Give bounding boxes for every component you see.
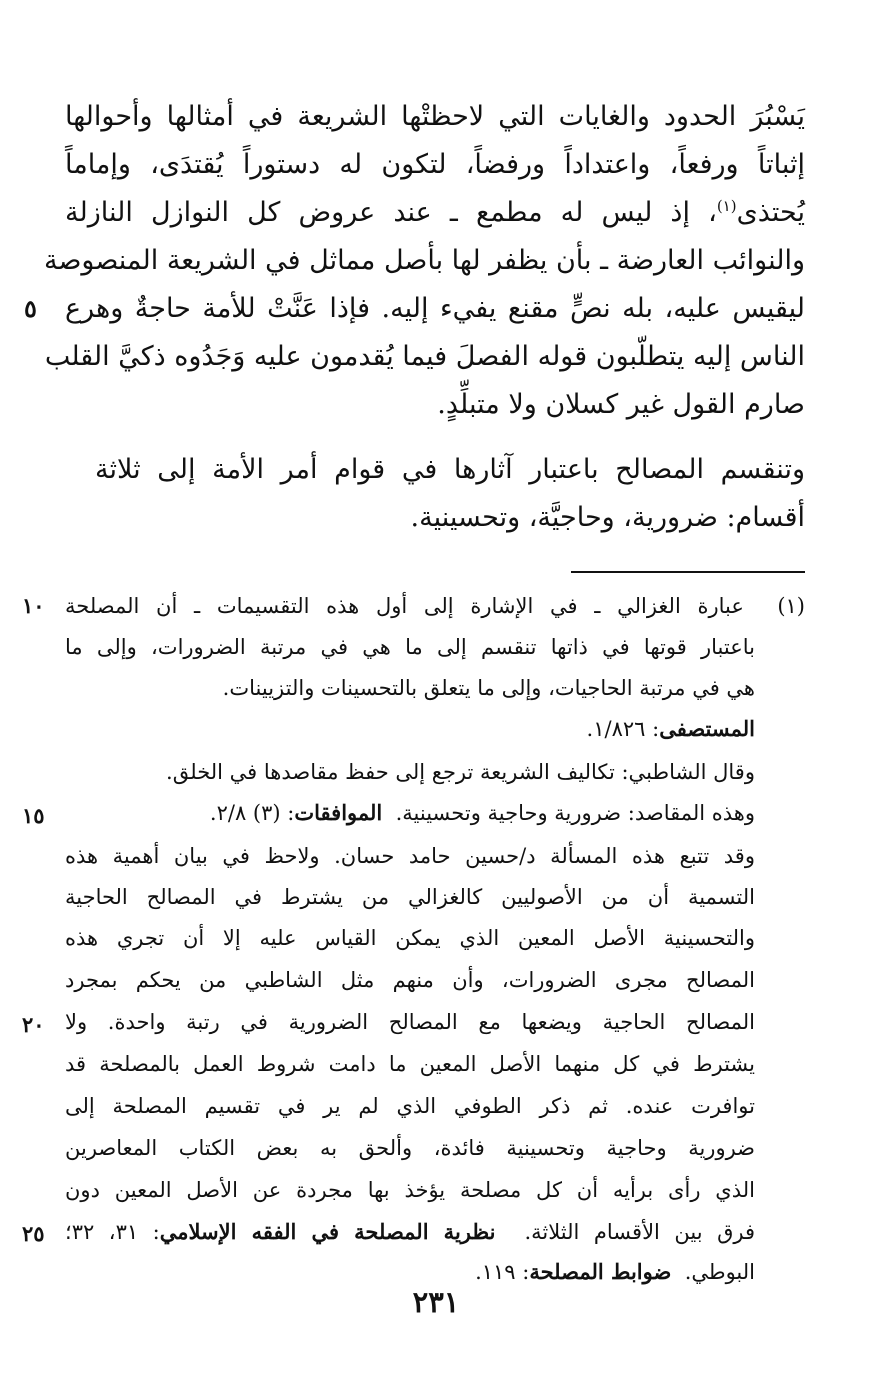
line-number: ٢٥	[22, 1221, 45, 1246]
footnote-text: وهذه المقاصد: ضرورية وحاجية وتحسينية.	[395, 801, 755, 825]
body-line: يَسْبُرَ الحدود والغايات التي لاحظتْها الشريعة في أمثالها وأحوالها	[65, 101, 805, 132]
body-line: والنوائب العارضة ـ بأن يظفر لها بأصل مماثل في الشريعة المنصوصة	[44, 245, 805, 276]
footnote-line: التسمية أن من الأصوليين كالغزالي من يشترط في المصالح الحاجية	[65, 885, 755, 909]
footnote-text: فرق بين الأقسام الثلاثة.	[524, 1220, 756, 1244]
line-number: ٥	[24, 294, 37, 323]
footnote-line	[65, 587, 805, 625]
line-number: ٢٠	[22, 1012, 45, 1037]
footnote-text: عبارة الغزالي ـ في الإشارة إلى أول هذه التقسيمات ـ أن المصلحة	[65, 594, 744, 618]
source-reference: : ٣١، ٣٢؛	[65, 1220, 160, 1244]
author-name: البوطي.	[684, 1260, 755, 1284]
footnote-line: باعتبار قوتها في ذاتها تنقسم إلى ما هي في مرتبة الضرورات، وإلى ما	[65, 635, 755, 659]
footnote-separator	[571, 571, 805, 573]
footnote-line: ضرورية وحاجية وتحسينية فائدة، وألحق به بعض الكتاب المعاصرين	[65, 1136, 755, 1160]
footnote-line: المصالح الحاجية ويضعها مع المصالح الضرورية في رتبة واحدة. ولا	[65, 1010, 755, 1034]
source-title: ضوابط المصلحة	[529, 1259, 672, 1284]
line-number: ١٠	[22, 593, 45, 618]
footnote-marker: (١)	[777, 594, 805, 618]
footnote-line: الذي رأى برأيه أن كل مصلحة يؤخذ بها مجردة عن الأصل المعين دون	[65, 1178, 755, 1202]
footnote-line: وقال الشاطبي: تكاليف الشريعة ترجع إلى حفظ مقاصدها في الخلق.	[166, 760, 755, 784]
source-reference: : ١١٩.	[475, 1260, 530, 1284]
source-reference: : (٣) ٢/٨.	[209, 801, 295, 825]
footnote-line: هي في مرتبة الحاجيات، وإلى ما يتعلق بالتحسينات والتزيينات.	[222, 676, 755, 700]
body-line: الناس إليه يتطلّبون قوله الفصلَ فيما يُقدمون عليه وَجَدُوه ذكيَّ القلب	[44, 341, 805, 372]
footnote-line	[65, 1213, 755, 1251]
footnote-line: يشترط في كل منهما الأصل المعين ما دامت شروط العمل بالمصلحة قد	[65, 1052, 755, 1076]
footnote-line: المصالح مجرى الضرورات، وأن منهم مثل الشاطبي من يحكم بمجرد	[65, 968, 755, 992]
body-line-rest: ، إذ ليس له مطمع ـ عند عروض كل النوازل النازلة	[65, 197, 717, 228]
page-number: ٢٣١	[412, 1285, 460, 1319]
body-line: إثباتاً ورفعاً، واعتداداً ورفضاً، لتكون له دستوراً يُقتدَى، وإماماً	[65, 149, 805, 180]
source-title: المستصفى	[659, 716, 755, 741]
body-line: ليقيس عليه، بله نصٍّ مقنع يفيء إليه. فإذا عَنَّتْ للأمة حاجةٌ وهرع	[65, 293, 805, 324]
footnote-line: والتحسينية الأصل المعين الذي يمكن القياس عليه إلا أن تجري هذه	[65, 926, 755, 950]
body-line-start: يُحتذى	[736, 197, 805, 228]
source-title: الموافقات	[294, 800, 383, 825]
body-line: وتنقسم المصالح باعتبار آثارها في قوام أمر الأمة إلى ثلاثة	[95, 454, 805, 485]
source-title: نظرية المصلحة في الفقه الإسلامي	[159, 1219, 496, 1244]
line-number: ١٥	[22, 803, 45, 828]
footnote-reference: (١)	[716, 197, 737, 215]
footnote-line	[65, 710, 755, 748]
source-reference: : ١/٨٢٦.	[586, 717, 660, 741]
body-line	[65, 189, 805, 237]
footnote-line: وقد تتبع هذه المسألة د/حسين حامد حسان. ولاحظ في بيان أهمية هذه	[65, 844, 755, 868]
body-line: صارم القول غير كسلان ولا متبلِّدٍ.	[437, 389, 805, 420]
footnote-line: توافرت عنده. ثم ذكر الطوفي الذي لم ير في تقسيم المصلحة إلى	[65, 1094, 755, 1118]
footnote-line	[65, 794, 755, 832]
body-line: أقسام: ضرورية، وحاجيَّة، وتحسينية.	[410, 502, 805, 533]
